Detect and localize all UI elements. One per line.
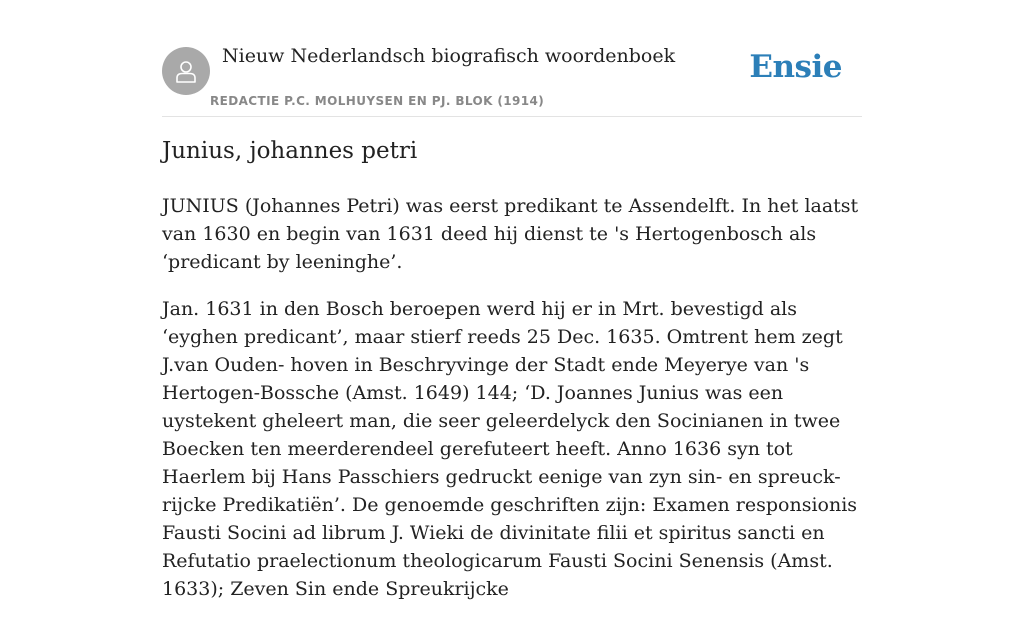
article-page bbox=[162, 0, 862, 600]
user-icon bbox=[173, 58, 199, 84]
avatar[interactable] bbox=[162, 47, 210, 95]
entry-paragraph: JUNIUS (Johannes Petri) was eerst predikant te Assendelft. In het laatst van 1630 en begin van 1631 deed hij dienst te 's Hertogenbosch als ‘predicant by leeninghe’. bbox=[162, 195, 859, 273]
book-editors: REDACTIE P.C. MOLHUYSEN EN PJ. BLOK (1914) bbox=[210, 94, 545, 108]
book-title[interactable]: Nieuw Nederlandsch biografisch woordenboek bbox=[222, 45, 676, 67]
entry-paragraph: Jan. 1631 in den Bosch beroepen werd hij er in Mrt. bevestigd als ‘eyghen predicant’, maar stierf reeds 25 Dec. 1635. Omtrent hem zegt J.van Ouden- hoven in Beschryvinge der Stadt ende Meyerye van 's Hertogen-Bossche (Amst. 1649) 144; ‘D. Joannes Junius was een uystekent gheleert man, die seer geleerdelyck den Socinianen in twee Boecken ten meerderendeel gerefuteert heeft. Anno 1636 syn tot Haerlem bij Hans Passchiers gedruckt eenige van zyn sin- en spreuck-rijcke Predikatiën’. De genoemde geschriften zijn: Examen responsionis Fausti Socini ad librum J. Wieki de divinitate filii et spiritus sancti en Refutatio praelectionum theologicarum Fausti Socini Senensis (Amst. 1633); Zeven Sin ende Spreukrijcke bbox=[162, 298, 858, 600]
ensie-logo[interactable]: Ensie bbox=[749, 49, 842, 85]
entry-title: Junius, johannes petri bbox=[162, 138, 418, 164]
entry-body bbox=[162, 192, 862, 622]
source-header bbox=[162, 0, 862, 117]
